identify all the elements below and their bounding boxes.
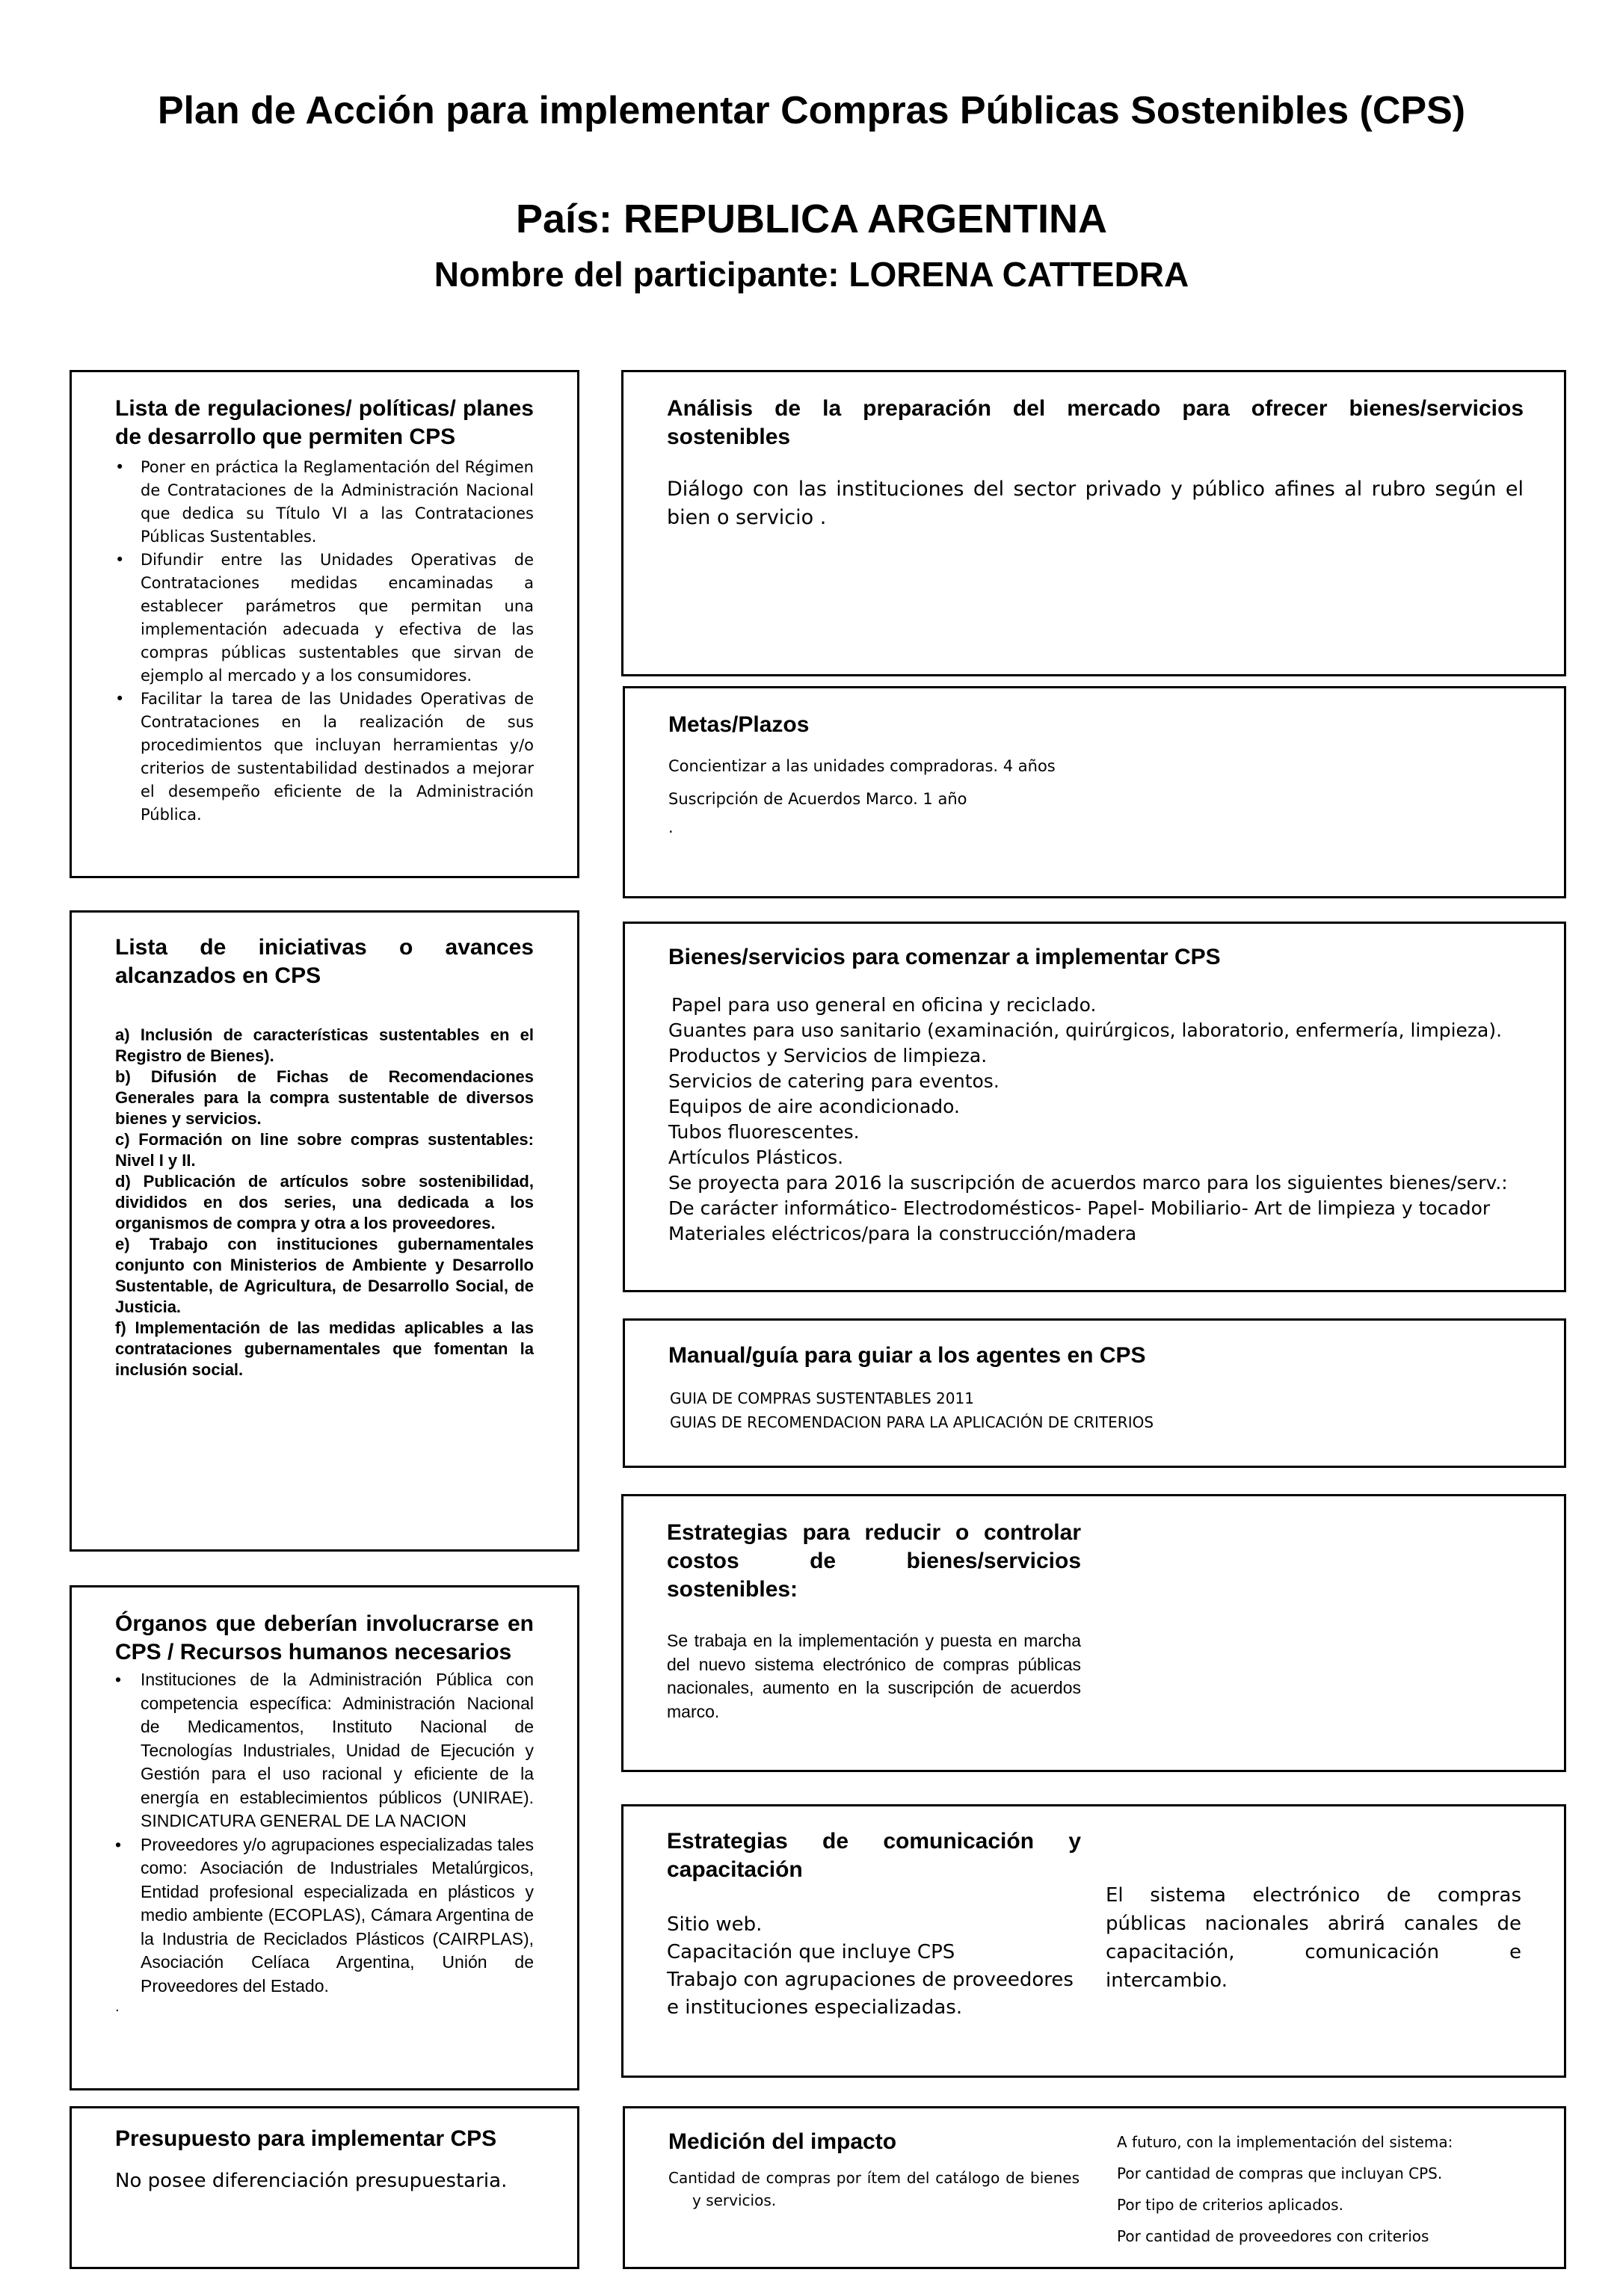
analisis-box (621, 370, 1566, 676)
organos-trailer: . (115, 1999, 120, 2015)
iniciativas-list (115, 1025, 534, 1380)
metas-line: . (668, 818, 674, 836)
presupuesto-text: No posee diferenciación presupuestaria. (115, 2170, 508, 2192)
estrategias-costos-heading: Estrategias para reducir o controlar costos de bienes/servicios sostenibles: (667, 1520, 1081, 1602)
metas-line: Suscripción de Acuerdos Marco. 1 año (668, 790, 967, 808)
list-item: a) Inclusión de características sustentables en el Registro de Bienes). (115, 1025, 534, 1065)
list-item: GUIA DE COMPRAS SUSTENTABLES 2011 (670, 1389, 974, 1407)
list-item: Equipos de aire acondicionado. (668, 1096, 960, 1117)
participant-title: Nombre del participante: LORENA CATTEDRA (434, 255, 1189, 294)
page-title: Plan de Acción para implementar Compras Públicas Sostenibles (CPS) (157, 89, 1466, 132)
iniciativas-box (70, 910, 579, 1552)
medicion-text: Cantidad de compras por ítem del catálogo de bienes y servicios. (668, 2169, 1080, 2209)
manual-list (668, 1386, 1525, 1434)
list-item: Por tipo de criterios aplicados. (1117, 2196, 1343, 2214)
list-item: Productos y Servicios de limpieza. (668, 1045, 988, 1067)
list-item: Materiales eléctricos/para la construcción/madera (668, 1223, 1137, 1244)
organos-heading: Órganos que deberían involucrarse en CPS / Recursos humanos necesarios (115, 1611, 534, 1664)
list-item: A futuro, con la implementación del sistema: (1117, 2133, 1453, 2151)
list-item: • Facilitar la tarea de las Unidades Operativas de Contrataciones en la realización de sus procedimientos que incluyan herramientas y/o criterios de sustentabilidad destinados a mejorar el desempeño eficiente de la Administración Pública. (115, 688, 534, 827)
list-item: Por cantidad de compras que incluyan CPS. (1117, 2164, 1443, 2182)
list-item: • Poner en práctica la Reglamentación del Régimen de Contrataciones de la Administración Nacional que dedica su Título VI a las Contrataciones Públicas Sustentables. (115, 456, 534, 549)
analisis-text: Diálogo con las instituciones del sector privado y público afines al rubro según el bien o servicio . (667, 478, 1524, 529)
list-item: e) Trabajo con instituciones gubernamentales conjunto con Ministerios de Ambiente y Desarrollo Sustentable, de Agricultura, de Desarrollo Social, de Justicia. (115, 1235, 534, 1316)
regulaciones-box (70, 370, 579, 878)
country-title: País: REPUBLICA ARGENTINA (515, 197, 1108, 241)
list-item: Se proyecta para 2016 la suscripción de acuerdos marco para los siguientes bienes/serv.: (668, 1172, 1508, 1194)
presupuesto-box (70, 2106, 579, 2269)
regulaciones-heading: Lista de regulaciones/ políticas/ planes de desarrollo que permiten CPS (115, 396, 534, 449)
analisis-heading: Análisis de la preparación del mercado para ofrecer bienes/servicios sostenibles (667, 396, 1524, 449)
list-item: f) Implementación de las medidas aplicables a las contrataciones gubernamentales que fomentan la inclusión social. (115, 1318, 534, 1379)
list-item: Sitio web. (667, 1913, 763, 1936)
estrategias-costos-box (621, 1494, 1566, 1772)
medicion-box (623, 2106, 1566, 2269)
medicion-heading: Medición del impacto (668, 2129, 897, 2154)
comunicacion-heading: Estrategias de comunicación y capacitación (667, 1829, 1081, 1882)
list-item: Trabajo con agrupaciones de proveedores e instituciones especializadas. (667, 1969, 1074, 2019)
list-item: Artículos Plásticos. (668, 1147, 844, 1168)
organos-list (115, 1668, 534, 1998)
list-item: d) Publicación de artículos sobre sostenibilidad, divididos en dos series, una dedicada a los organismos de compra y otra a los proveedores. (115, 1172, 534, 1232)
list-item: Papel para uso general en oficina y reciclado. (671, 994, 1097, 1016)
comunicacion-box (621, 1804, 1566, 2078)
list-item: Tubos fluorescentes. (668, 1121, 860, 1143)
metas-heading: Metas/Plazos (668, 712, 810, 737)
manual-heading: Manual/guía para guiar a los agentes en CPS (668, 1343, 1146, 1368)
list-item: • Instituciones de la Administración Pública con competencia específica: Administración Nacional de Medicamentos, Instituto Nacional de Tecnologías Industriales, Unidad de Ejecución y Gestión para el uso racional y eficiente de la energía en establecimientos públicos (UNIRAE). SINDICATURA GENERAL DE LA NACION (115, 1668, 534, 1833)
list-item: • Difundir entre las Unidades Operativas de Contrataciones medidas encaminadas a establecer parámetros que permitan una implementación adecuada y efectiva de las compras públicas sustentables que sirvan de ejemplo al mercado y a los consumidores. (115, 549, 534, 688)
list-item: GUIAS DE RECOMENDACION PARA LA APLICACIÓN DE CRITERIOS (670, 1413, 1154, 1431)
organos-box (70, 1585, 579, 2090)
list-item: b) Difusión de Fichas de Recomendaciones Generales para la compra sustentable de diversos bienes y servicios. (115, 1067, 534, 1128)
list-item: c) Formación on line sobre compras sustentables: Nivel I y II. (115, 1130, 534, 1170)
bienes-heading: Bienes/servicios para comenzar a implementar CPS (668, 945, 1221, 969)
iniciativas-heading: Lista de iniciativas o avances alcanzados en CPS (115, 935, 534, 988)
metas-box (623, 686, 1566, 898)
manual-box (623, 1318, 1566, 1468)
list-item: De carácter informático- Electrodomésticos- Papel- Mobiliario- Art de limpieza y tocador (668, 1197, 1491, 1219)
list-item: • Proveedores y/o agrupaciones especializadas tales como: Asociación de Industriales Metalúrgicos, Entidad profesional especializada en plásticos y medio ambiente (ECOPLAS), Cámara Argentina de la Industria de Reciclados Plásticos (CAIRPLAS), Asociación Celíaca Argentina, Unión de Proveedores del Estado. (115, 1833, 534, 1999)
list-item: Capacitación que incluye CPS (667, 1941, 955, 1963)
estrategias-costos-text: Se trabaja en la implementación y puesta en marcha del nuevo sistema electrónico de compras públicas nacionales, aumento en la suscripción de acuerdos marco. (667, 1631, 1081, 1721)
medicion-side-list (1117, 2126, 1550, 2252)
list-item: Guantes para uso sanitario (examinación, quirúrgicos, laboratorio, enfermería, limpieza). (668, 1019, 1503, 1041)
comunicacion-list (667, 1911, 1081, 2022)
list-item: Servicios de catering para eventos. (668, 1070, 1000, 1092)
comunicacion-side-text: El sistema electrónico de compras públicas nacionales abrirá canales de capacitación, comunicación e intercambio. (1106, 1884, 1521, 1992)
bienes-box (623, 922, 1566, 1292)
presupuesto-heading: Presupuesto para implementar CPS (115, 2126, 497, 2151)
bienes-list (668, 993, 1536, 1247)
metas-line: Concientizar a las unidades compradoras. 4 años (668, 757, 1056, 775)
list-item: Por cantidad de proveedores con criterios (1117, 2227, 1429, 2245)
regulaciones-list (115, 456, 534, 827)
